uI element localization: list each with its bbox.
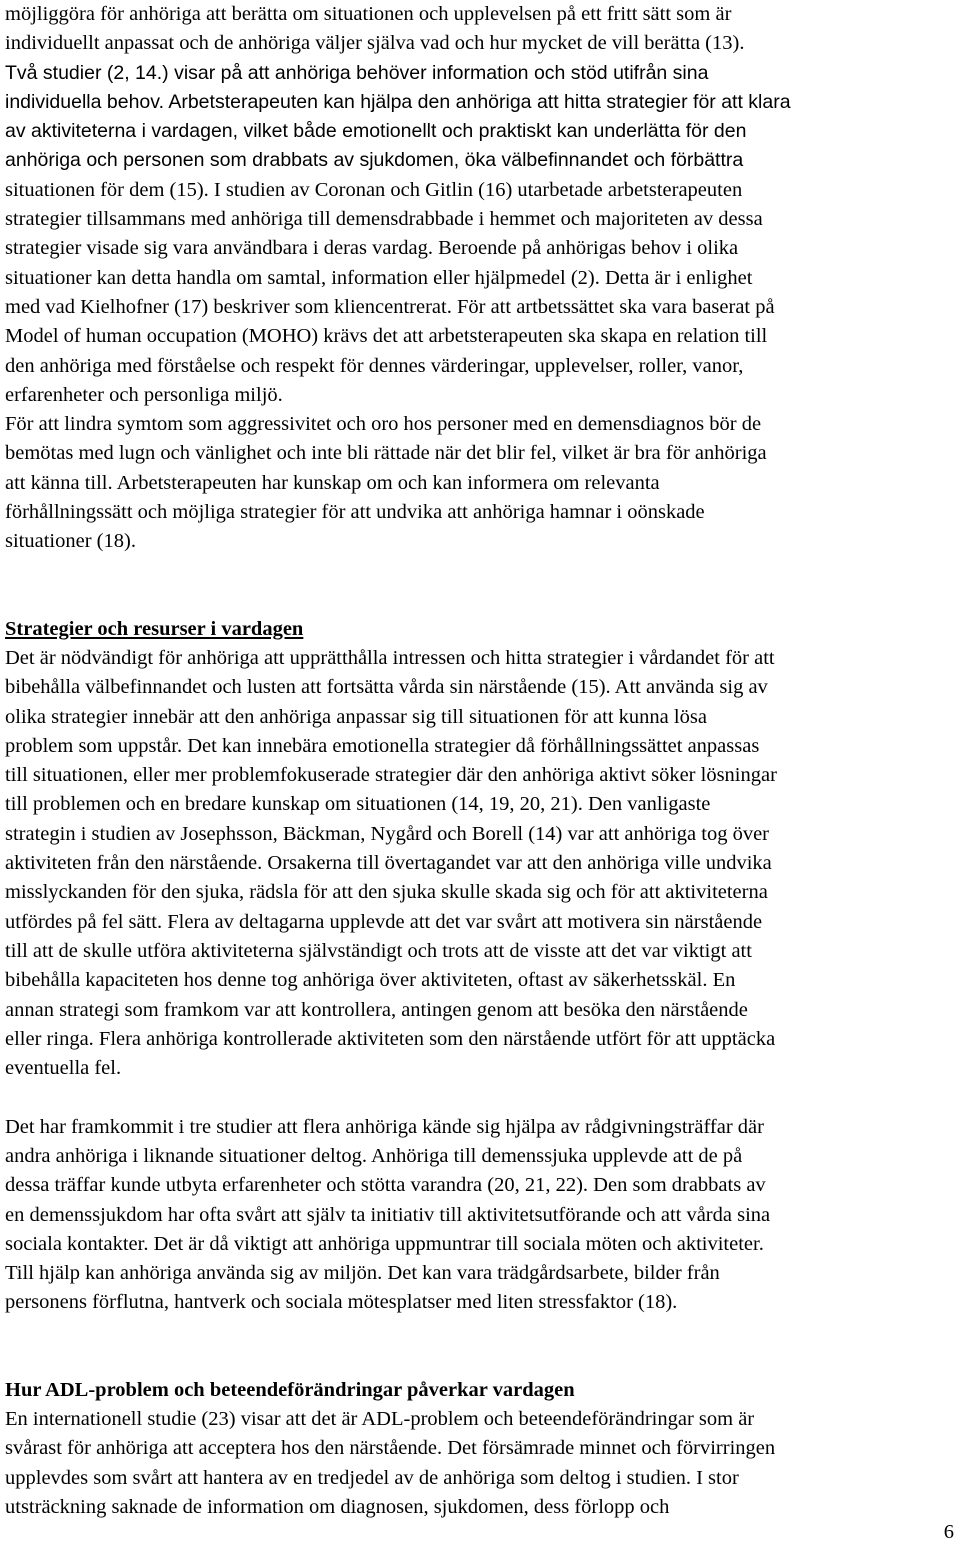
- text-line: till situationen, eller mer problemfokuserade strategier där den anhöriga aktivt söker lösningar: [5, 764, 777, 787]
- text-line: situationen för dem (15). I studien av Coronan och Gitlin (16) utarbetade arbetsterapeuten: [5, 178, 743, 201]
- text-line: bemötas med lugn och vänlighet och inte bli rättade när det blir fel, vilket är bra för anhöriga: [5, 442, 767, 465]
- text-line: möjliggöra för anhöriga att berätta om situationen och upplevelsen på ett fritt sätt som är: [5, 3, 732, 25]
- text-line: personens förflutna, hantverk och sociala mötesplatser med liten stressfaktor (18).: [5, 1291, 678, 1314]
- text-line: Det är nödvändigt för anhöriga att upprätthålla intressen och hitta strategier i vårdandet för att: [5, 646, 775, 669]
- text-line: annan strategi som framkom var att kontrollera, antingen genom att besöka den närstående: [5, 998, 748, 1021]
- text-line: upplevdes som svårt att hantera av en tredjedel av de anhöriga som deltog i studien. I stor: [5, 1466, 739, 1489]
- section-spacer: [5, 557, 957, 615]
- section-spacer: [5, 1318, 957, 1376]
- paragraph-spacer: [5, 1083, 957, 1112]
- text-line: bibehålla välbefinnandet och lusten att fortsätta vårda sin närstående (15). Att använda sig av: [5, 676, 768, 699]
- text-line: med vad Kielhofner (17) beskriver som kliencentrerat. För att artbetssättet ska vara baserat på: [5, 295, 775, 318]
- text-line: problem som uppstår. Det kan innebära emotionella strategier då förhållningssättet anpassas: [5, 734, 760, 757]
- text-line: En internationell studie (23) visar att det är ADL-problem och beteendeförändringar som är: [5, 1408, 755, 1431]
- text-line: till problemen och en bredare kunskap om situationen (14, 19, 20, 21). Den vanligaste: [5, 793, 711, 816]
- text-line: situationer kan detta handla om samtal, information eller hjälpmedel (2). Detta är i enlighet: [5, 266, 753, 289]
- section-heading: Strategier och resurser i vardagen: [5, 617, 304, 640]
- paragraph-1: [5, 0, 957, 410]
- text-line: svårast för anhöriga att acceptera hos den närstående. Det försämrade minnet och förvirringen: [5, 1437, 776, 1460]
- text-line: misslyckanden för den sjuka, rädsla för att den sjuka skulle skada sig och för att aktiviteterna: [5, 881, 768, 904]
- section-adl: [5, 1376, 957, 1522]
- text-line: Två studier (2, 14.) visar på att anhöriga behöver information och stöd utifrån sina: [5, 61, 709, 84]
- paragraph-2: [5, 410, 957, 556]
- text-line: utsträckning saknade de information om diagnosen, sjukdomen, dess förlopp och: [5, 1495, 670, 1518]
- page-number: 6: [943, 1521, 954, 1543]
- text-line: eventuella fel.: [5, 1057, 122, 1080]
- text-line: dessa träffar kunde utbyta erfarenheter och stötta varandra (20, 21, 22). Den som drabbats av: [5, 1174, 766, 1197]
- text-line: individuella behov. Arbetsterapeuten kan hjälpa den anhöriga att hitta strategier för att klara: [5, 90, 791, 113]
- text-line: Till hjälp kan anhöriga använda sig av miljön. Det kan vara trädgårdsarbete, bilder från: [5, 1262, 720, 1285]
- text-line: Model of human occupation (MOHO) krävs det att arbetsterapeuten ska skapa en relation till: [5, 325, 768, 348]
- text-line: situationer (18).: [5, 530, 136, 553]
- text-line: strategier tillsammans med anhöriga till demensdrabbade i hemmet och majoriteten av dessa: [5, 208, 763, 231]
- text-line: För att lindra symtom som aggressivitet och oro hos personer med en demensdiagnos bör de: [5, 413, 762, 436]
- text-line: till att de skulle utföra aktiviteterna självständigt och trots att de visste att det var viktigt att: [5, 939, 752, 962]
- text-line: den anhöriga med förståelse och respekt för dennes värderingar, upplevelser, roller, vanor,: [5, 354, 744, 377]
- document-page: [5, 0, 957, 1522]
- text-line: andra anhöriga i liknande situationer deltog. Anhöriga till demenssjuka upplevde att de på: [5, 1144, 743, 1167]
- text-line: strategier visade sig vara användbara i deras vardag. Beroende på anhörigas behov i olika: [5, 237, 739, 260]
- text-line: bibehålla kapaciteten hos denne tog anhöriga över aktiviteten, oftast av säkerhetsskäl. En: [5, 969, 736, 992]
- text-line: utfördes på fel sätt. Flera av deltagarna upplevde att det var svårt att motivera sin närstående: [5, 910, 763, 933]
- text-line: strategin i studien av Josephsson, Bäckman, Nygård och Borell (14) var att anhöriga tog över: [5, 822, 770, 845]
- text-line: eller ringa. Flera anhöriga kontrollerade aktiviteten som den närstående utfört för att upptäcka: [5, 1027, 776, 1050]
- text-line: Det har framkommit i tre studier att flera anhöriga kände sig hjälpa av rådgivningsträffar där: [5, 1115, 764, 1138]
- text-line: individuellt anpassat och de anhöriga väljer själva vad och hur mycket de vill berätta (13).: [5, 32, 745, 55]
- text-line: erfarenheter och personliga miljö.: [5, 383, 283, 406]
- section-heading: Hur ADL-problem och beteendeförändringar påverkar vardagen: [5, 1378, 575, 1401]
- text-line: att känna till. Arbetsterapeuten har kunskap om och kan informera om relevanta: [5, 471, 660, 494]
- text-line: sociala kontakter. Det är då viktigt att anhöriga uppmuntrar till sociala möten och aktiviteter.: [5, 1232, 764, 1255]
- text-line: förhållningssätt och möjliga strategier för att undvika att anhöriga hamnar i oönskade: [5, 501, 705, 524]
- text-line: en demenssjukdom har ofta svårt att själv ta initiativ till aktivitetsutförande och att vårda sina: [5, 1203, 771, 1226]
- text-line: anhöriga och personen som drabbats av sjukdomen, öka välbefinnandet och förbättra: [5, 149, 744, 172]
- section-strategier: [5, 615, 957, 1318]
- text-line: av aktiviteterna i vardagen, vilket både emotionellt och praktiskt kan underlätta för den: [5, 120, 747, 143]
- text-line: olika strategier innebär att den anhöriga anpassar sig till situationen för att kunna lösa: [5, 705, 707, 728]
- text-line: aktiviteten från den närstående. Orsakerna till övertagandet var att den anhöriga ville undvika: [5, 852, 772, 875]
